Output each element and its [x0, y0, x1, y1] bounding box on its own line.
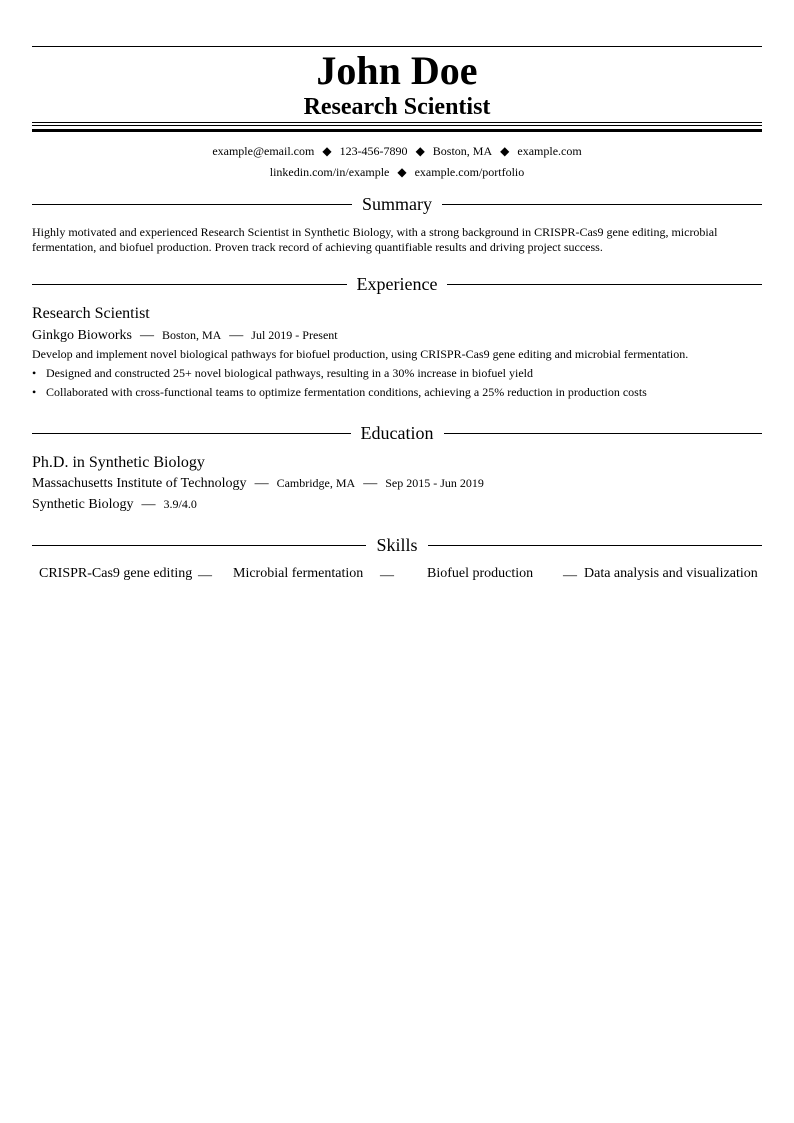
- summary-text: Highly motivated and experienced Research Scientist in Synthetic Biology, with a strong background in CRISPR-Cas9 gene editing, microbial fermentation, and biofuel production. Proven track record of achieving quantifiable results and driving project success.: [32, 225, 718, 254]
- heading-rule-right: [428, 545, 762, 546]
- skills-heading: [32, 533, 762, 557]
- diamond-separator-icon: ◆: [322, 144, 332, 158]
- education-field: Synthetic Biology: [32, 497, 134, 512]
- education-field-row: [32, 495, 197, 514]
- heading-rule-left: [32, 433, 351, 434]
- skill-item: Microbial fermentation: [233, 566, 364, 581]
- heading-rule-left: [32, 204, 352, 205]
- contact-line-1: [32, 143, 762, 159]
- diamond-separator-icon: ◆: [500, 144, 510, 158]
- dash-separator: —: [229, 328, 244, 343]
- heading-rule-left: [32, 284, 347, 285]
- skill-item: CRISPR-Cas9 gene editing: [39, 566, 193, 581]
- job-dates: Jul 2019 - Present: [251, 328, 338, 342]
- contact-website[interactable]: example.com: [517, 144, 582, 158]
- list-item: [32, 383, 762, 402]
- bullet-icon: •: [32, 385, 37, 399]
- education-degree: Ph.D. in Synthetic Biology: [32, 454, 205, 471]
- skill-item: Data analysis and visualization: [584, 566, 758, 581]
- education-meta: [32, 474, 484, 493]
- contact-portfolio[interactable]: example.com/portfolio: [414, 165, 525, 179]
- skills-list: [32, 564, 762, 584]
- job-location: Boston, MA: [161, 328, 222, 342]
- diamond-separator-icon: ◆: [397, 165, 407, 179]
- dash-separator: —: [254, 476, 269, 491]
- dash-separator: —: [141, 497, 156, 512]
- dash-separator: —: [139, 328, 154, 343]
- heading-rule-right: [442, 204, 762, 205]
- dash-separator: —: [563, 568, 577, 583]
- education-dates: Sep 2015 - Jun 2019: [385, 476, 484, 490]
- education-school: Massachusetts Institute of Technology: [32, 476, 247, 491]
- header-bottom-rule: [32, 122, 762, 133]
- heading-rule-right: [444, 433, 763, 434]
- education-gpa: 3.9/4.0: [163, 497, 197, 511]
- dash-separator: —: [363, 476, 378, 491]
- heading-rule-left: [32, 545, 366, 546]
- dash-separator: —: [198, 568, 212, 583]
- job-role: Research Scientist: [32, 305, 150, 322]
- list-item: [32, 364, 762, 383]
- contact-phone[interactable]: 123-456-7890: [339, 144, 408, 158]
- job-bullets: [32, 364, 762, 402]
- candidate-title: Research Scientist: [303, 94, 491, 120]
- job-description: Develop and implement novel biological pathways for biofuel production, using CRISPR-Cas9 gene editing and microbial fermentation.: [32, 347, 689, 361]
- summary-heading: [32, 192, 762, 216]
- skill-item: Biofuel production: [427, 566, 534, 581]
- candidate-name: John Doe: [316, 48, 478, 93]
- header-top-rule: [32, 46, 762, 47]
- section-title-skills: Skills: [376, 535, 418, 555]
- job-company: Ginkgo Bioworks: [32, 328, 132, 343]
- contact-linkedin[interactable]: linkedin.com/in/example: [269, 165, 390, 179]
- contact-line-2: [32, 164, 762, 180]
- job-meta: [32, 326, 338, 345]
- bullet-text: Collaborated with cross-functional teams to optimize fermentation conditions, achieving a 25% reduction in production costs: [46, 385, 647, 399]
- bullet-icon: •: [32, 366, 37, 380]
- bullet-text: Designed and constructed 25+ novel biological pathways, resulting in a 30% increase in biofuel yield: [46, 366, 533, 380]
- contact-email[interactable]: example@email.com: [212, 144, 315, 158]
- education-location: Cambridge, MA: [276, 476, 356, 490]
- experience-heading: [32, 272, 762, 296]
- section-title-experience: Experience: [356, 274, 438, 294]
- contact-location: Boston, MA: [432, 144, 493, 158]
- dash-separator: —: [380, 568, 394, 583]
- diamond-separator-icon: ◆: [415, 144, 425, 158]
- section-title-summary: Summary: [362, 194, 432, 214]
- heading-rule-right: [447, 284, 762, 285]
- education-heading: [32, 421, 762, 445]
- section-title-education: Education: [360, 423, 434, 443]
